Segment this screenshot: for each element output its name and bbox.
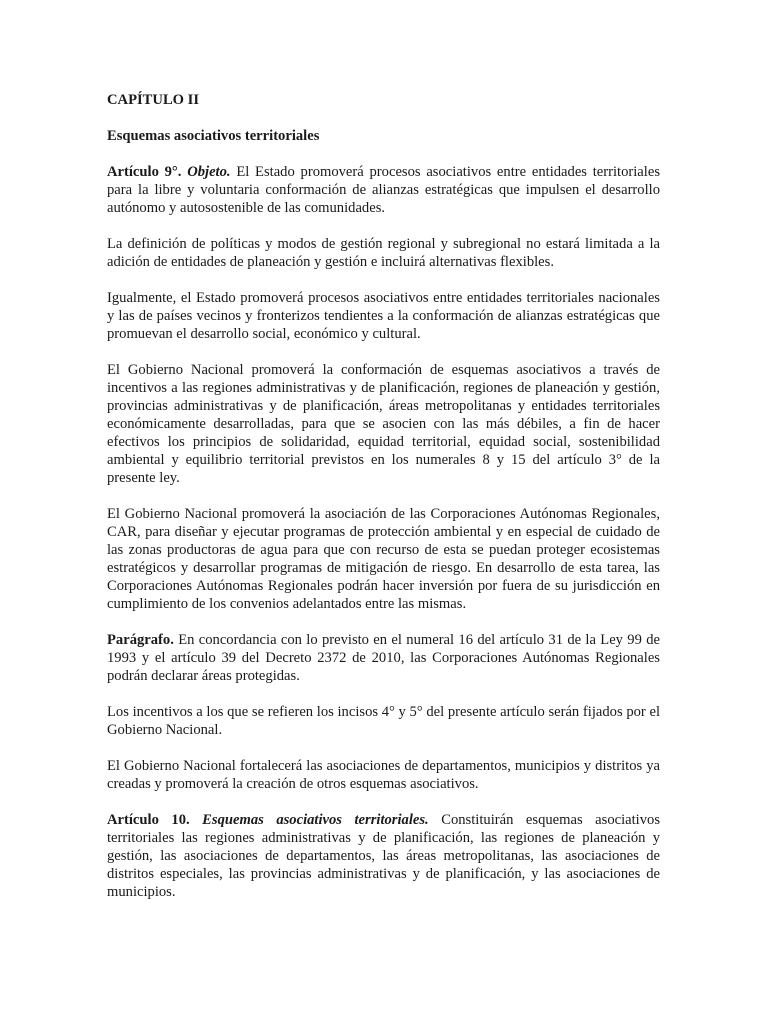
article-label: Artículo 9°. (107, 164, 182, 180)
paragraph: La definición de políticas y modos de gestión regional y subregional no estará limitada a la adición de entidades de planeación y gestión e incluirá alternativas flexibles. (107, 236, 660, 270)
paragraph: Igualmente, el Estado promoverá procesos asociativos entre entidades territoriales nacionales y las de países vecinos y fronterizos tendientes a la conformación de alianzas estratégicas que promuevan el desarrollo social, económico y cultural. (107, 290, 660, 342)
paragrafo-label: Parágrafo. (107, 632, 174, 648)
paragraph-text: Constituirán esquemas asociativos territoriales las regiones administrativas y de planificación, las regiones de planeación y gestión, las asociaciones de departamentos, las áreas metropolitanas, las asociaciones de distritos especiales, las provincias administrativas y de planificación, y las asociaciones de municipios. (107, 812, 661, 900)
paragraph: El Gobierno Nacional promoverá la asociación de las Corporaciones Autónomas Regionales, CAR, para diseñar y ejecutar programas de protección ambiental y en especial de cuidado de las zonas productoras de agua para que con recurso de esta se puedan proteger ecosistemas estratégicos y desarrollar programas de mitigación de riesgo. En desarrollo de esta tarea, las Corporaciones Autónomas Regionales podrán hacer inversión por fuera de su jurisdicción en cumplimiento de los convenios adelantados entre las mismas. (107, 506, 660, 612)
article-label: Artículo 10. (107, 812, 190, 828)
article-title: Objeto. (187, 164, 231, 180)
article-title: Esquemas asociativos territoriales. (202, 812, 429, 828)
article-9-paragraph (107, 163, 660, 217)
paragraph: El Gobierno Nacional promoverá la conformación de esquemas asociativos a través de incentivos a las regiones administrativas y de planificación, regiones de planeación y gestión, provincias administrativas y de planificación, áreas metropolitanas y entidades territoriales económicamente desarrolladas, para que se asocien con las más débiles, a fin de hacer efectivos los principios de solidaridad, equidad territorial, equidad social, sostenibilidad ambiental y equilibrio territorial previstos en los numerales 8 y 15 del artículo 3° de la presente ley. (107, 362, 660, 486)
paragraph: El Gobierno Nacional fortalecerá las asociaciones de departamentos, municipios y distritos ya creadas y promoverá la creación de otros esquemas asociativos. (107, 758, 660, 792)
article-10-paragraph (107, 811, 660, 901)
paragraph-text: El Estado promoverá procesos asociativos entre entidades territoriales para la libre y voluntaria conformación de alianzas estratégicas que impulsen el desarrollo autónomo y autosostenible de las comunidades. (107, 164, 660, 216)
chapter-heading: CAPÍTULO II (107, 92, 200, 108)
section-title: Esquemas asociativos territoriales (107, 128, 320, 144)
document-body (107, 91, 660, 919)
paragraph: Los incentivos a los que se refieren los incisos 4° y 5° del presente artículo serán fijados por el Gobierno Nacional. (107, 704, 660, 738)
paragrafo-paragraph (107, 631, 660, 685)
paragraph-text: En concordancia con lo previsto en el numeral 16 del artículo 31 de la Ley 99 de 1993 y el artículo 39 del Decreto 2372 de 2010, las Corporaciones Autónomas Regionales podrán declarar áreas protegidas. (107, 632, 660, 684)
